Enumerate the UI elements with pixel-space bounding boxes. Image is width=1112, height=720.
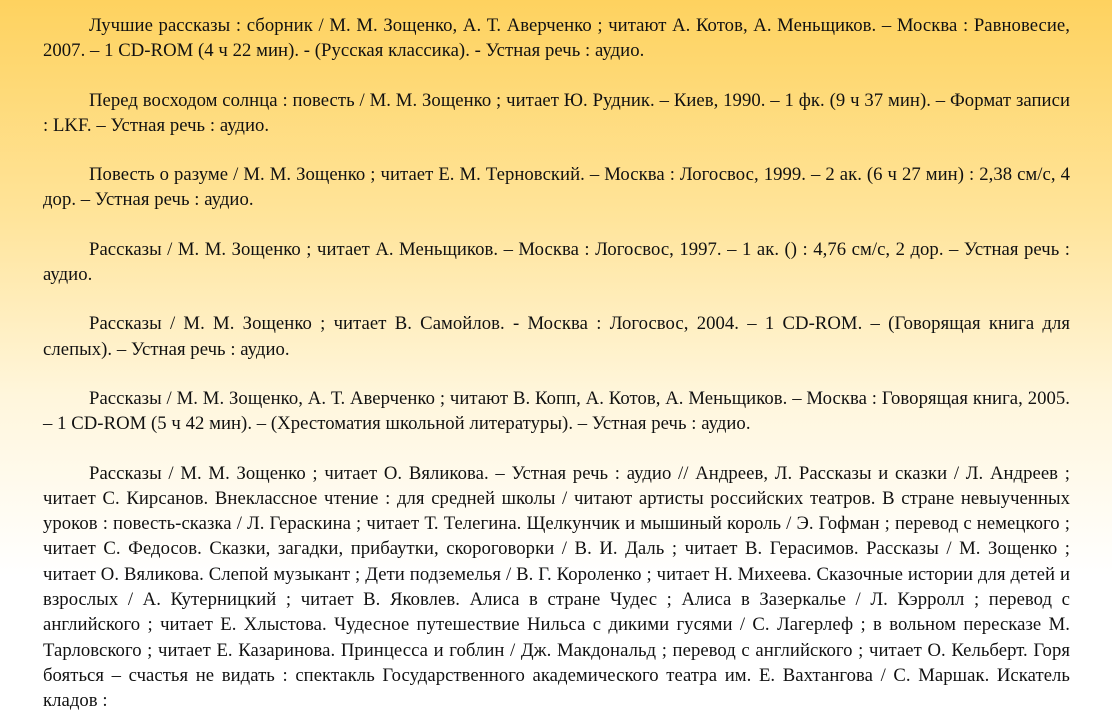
bibliography-entry-1: Лучшие рассказы : сборник / М. М. Зощенко, А. Т. Аверченко ; читают А. Котов, А. Меньщиков. – Москва : Равновесие, 2007. – 1 CD-ROM (4 ч 22 мин). - (Русская классика). - Устная речь : аудио. [43,15,1070,62]
bibliography-entry-6: Рассказы / М. М. Зощенко, А. Т. Аверченко ; читают В. Копп, А. Котов, А. Меньщиков. – Москва : Говорящая книга, 2005. – 1 CD-ROM (5 ч 42 мин). – (Хрестоматия школьной литературы). – Устная речь : аудио. [43,387,1070,435]
bibliography-entry-2: Перед восходом солнца : повесть / М. М. Зощенко ; читает Ю. Рудник. – Киев, 1990. – 1 фк. (9 ч 37 мин). – Формат записи : LKF. – Устная речь : аудио. [43,89,1070,136]
bibliography-list [43,13,1070,714]
bibliography-entry-7: Рассказы / М. М. Зощенко ; читает О. Вяликова. – Устная речь : аудио // Андреев, Л. Рассказы и сказки / Л. Андреев ; читает С. Кирсанов. Внеклассное чтение : для средней школы / читают артисты российских театров. В стране невыученных уроков : повесть-сказка / Л. Гераскина ; читает Т. Телегина. Щелкунчик и мышиный король / Э. Гофман ; перевод с немецкого ; читает С. Федосов. Сказки, загадки, прибаутки, скороговорки / В. И. Даль ; читает В. Герасимов. Рассказы / М. Зощенко ; читает О. Вяликова. Слепой музыкант ; Дети подземелья / В. Г. Короленко ; читает Н. Михеева. Сказочные истории для детей и взрослых / А. Кутерницкий ; читает В. Яковлев. Алиса в стране Чудес ; Алиса в Зазеркалье / Л. Кэрролл ; перевод с английского ; читает Е. Хлыстова. Чудесное путешествие Нильса с дикими гусями / С. Лагерлеф ; в вольном пересказе М. Тарловского ; читает Е. Казаринова. Принцесса и гоблин / Дж. Макдональд ; перевод с английского ; читает О. Кельберт. Горя бояться – счастья не видать : спектакль Государственного академического театра им. Е. Вахтангова / С. Маршак. Искатель кладов : [43,462,1070,712]
bibliography-entry-3: Повесть о разуме / М. М. Зощенко ; читает Е. М. Терновский. – Москва : Логосвос, 1999. – 2 ак. (6 ч 27 мин) : 2,38 см/с, 4 дор. – Устная речь : аудио. [43,164,1070,211]
bibliography-entry-5: Рассказы / М. М. Зощенко ; читает В. Самойлов. - Москва : Логосвос, 2004. – 1 CD-ROM. – (Говорящая книга для слепых). – Устная речь : аудио. [43,313,1070,360]
bibliography-entry-4: Рассказы / М. М. Зощенко ; читает А. Меньщиков. – Москва : Логосвос, 1997. – 1 ак. () : 4,76 см/с, 2 дор. – Устная речь : аудио. [43,238,1070,286]
